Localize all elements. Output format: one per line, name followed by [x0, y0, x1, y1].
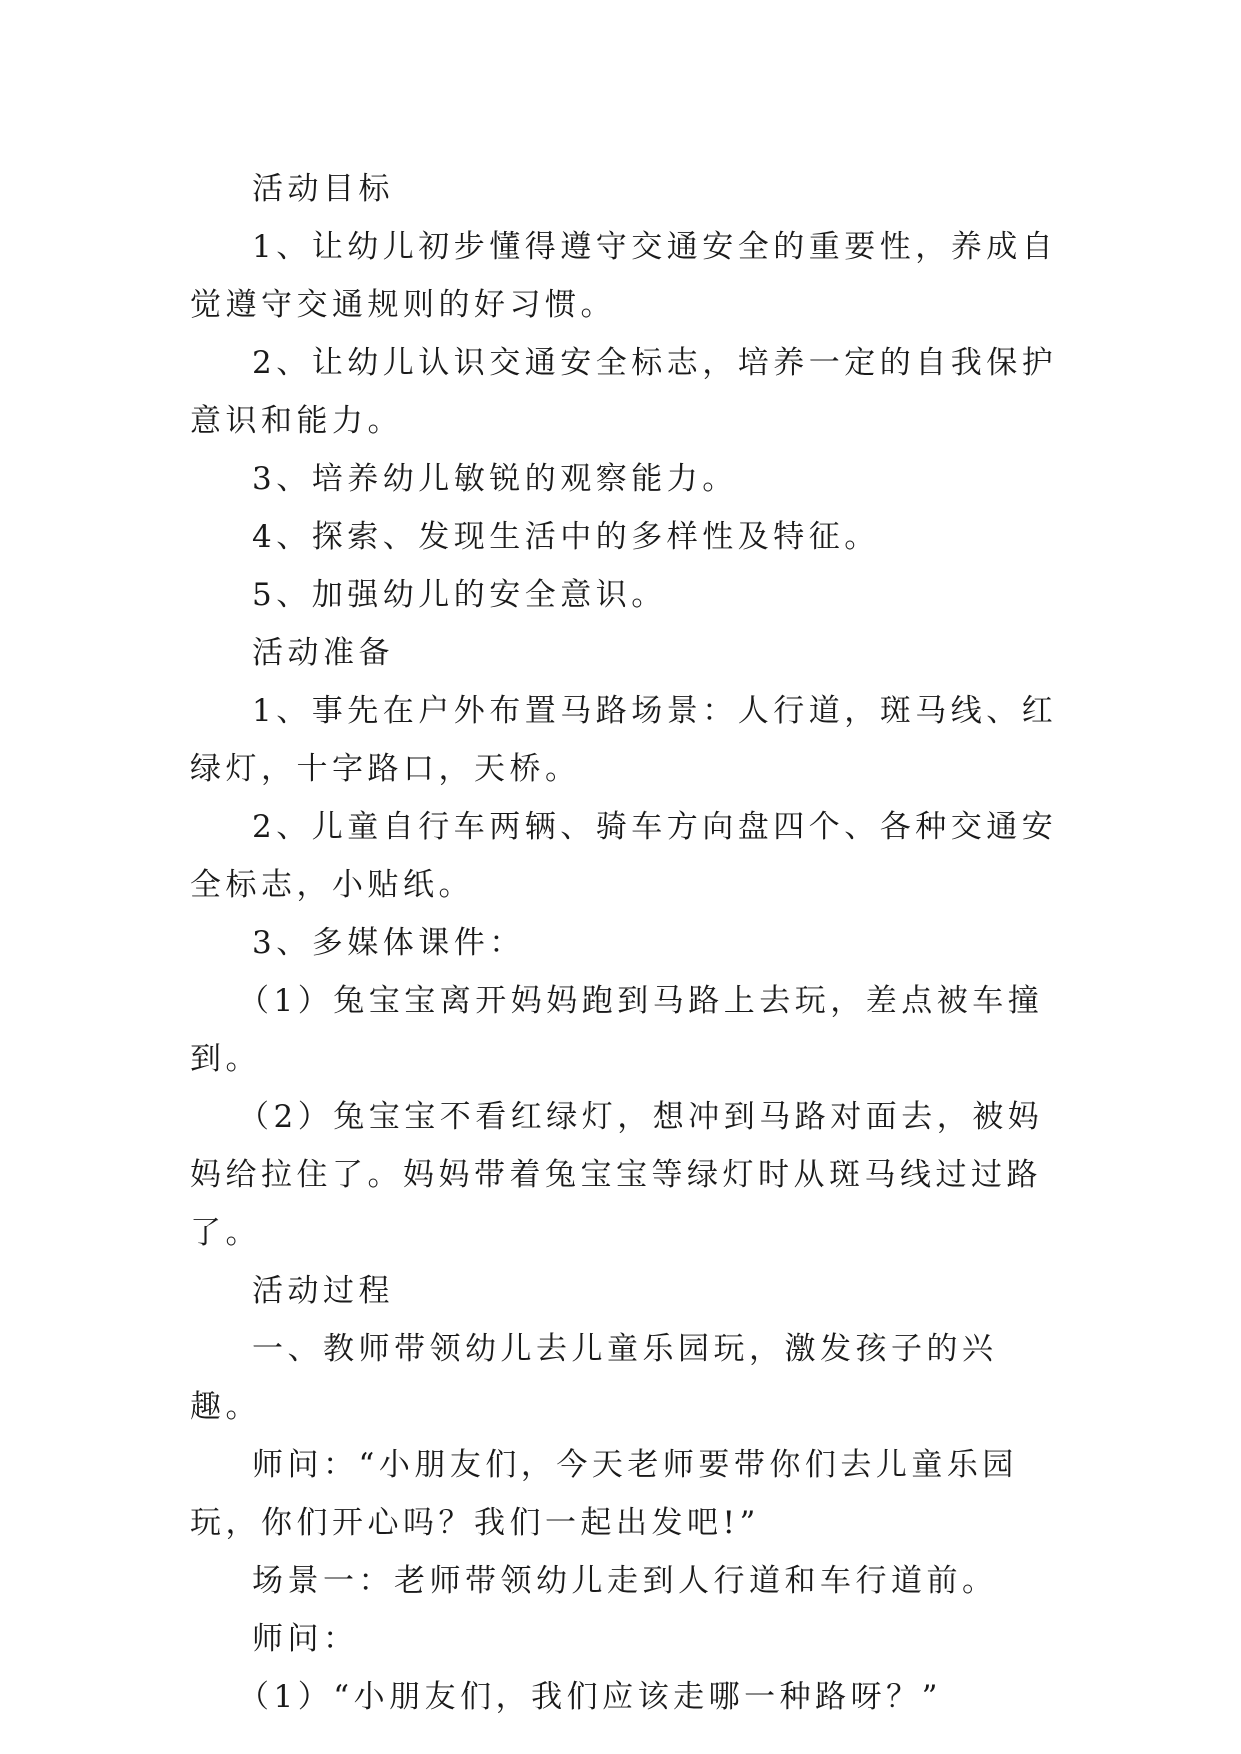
section-heading-process: 活动过程	[252, 1273, 394, 1309]
paragraph: 3、培养幼儿敏锐的观察能力。	[252, 461, 738, 497]
paragraph: （1）“小朋友们，我们应该走哪一种路呀？”	[238, 1679, 942, 1715]
paragraph: 1、事先在户外布置马路场景：人行道，斑马线、红绿灯，十字路口，天桥。	[190, 693, 1058, 787]
paragraph: （1）兔宝宝离开妈妈跑到马路上去玩，差点被车撞到。	[190, 983, 1044, 1077]
paragraph: （2）兔宝宝不看红绿灯，想冲到马路对面去，被妈妈给拉住了。妈妈带着兔宝宝等绿灯时从斑马线过过路了。	[190, 1099, 1044, 1251]
paragraph: 5、加强幼儿的安全意识。	[252, 577, 667, 613]
paragraph: 1、让幼儿初步懂得遵守交通安全的重要性，养成自觉遵守交通规则的好习惯。	[190, 229, 1058, 323]
paragraph: 4、探索、发现生活中的多样性及特征。	[252, 519, 880, 555]
paragraph: 场景一：老师带领幼儿走到人行道和车行道前。	[252, 1563, 998, 1599]
paragraph: 师问：“小朋友们，今天老师要带你们去儿童乐园玩，你们开心吗？我们一起出发吧!”	[190, 1447, 1018, 1541]
section-heading-preparation: 活动准备	[252, 635, 394, 671]
document-body	[190, 160, 1060, 1726]
paragraph: 2、让幼儿认识交通安全标志，培养一定的自我保护意识和能力。	[190, 345, 1058, 439]
section-heading-goals: 活动目标	[252, 171, 394, 207]
paragraph: 3、多媒体课件：	[252, 925, 525, 961]
paragraph: 师问：	[252, 1621, 359, 1657]
paragraph: 2、儿童自行车两辆、骑车方向盘四个、各种交通安全标志，小贴纸。	[190, 809, 1058, 903]
paragraph: 一、教师带领幼儿去儿童乐园玩，激发孩子的兴趣。	[190, 1331, 998, 1425]
